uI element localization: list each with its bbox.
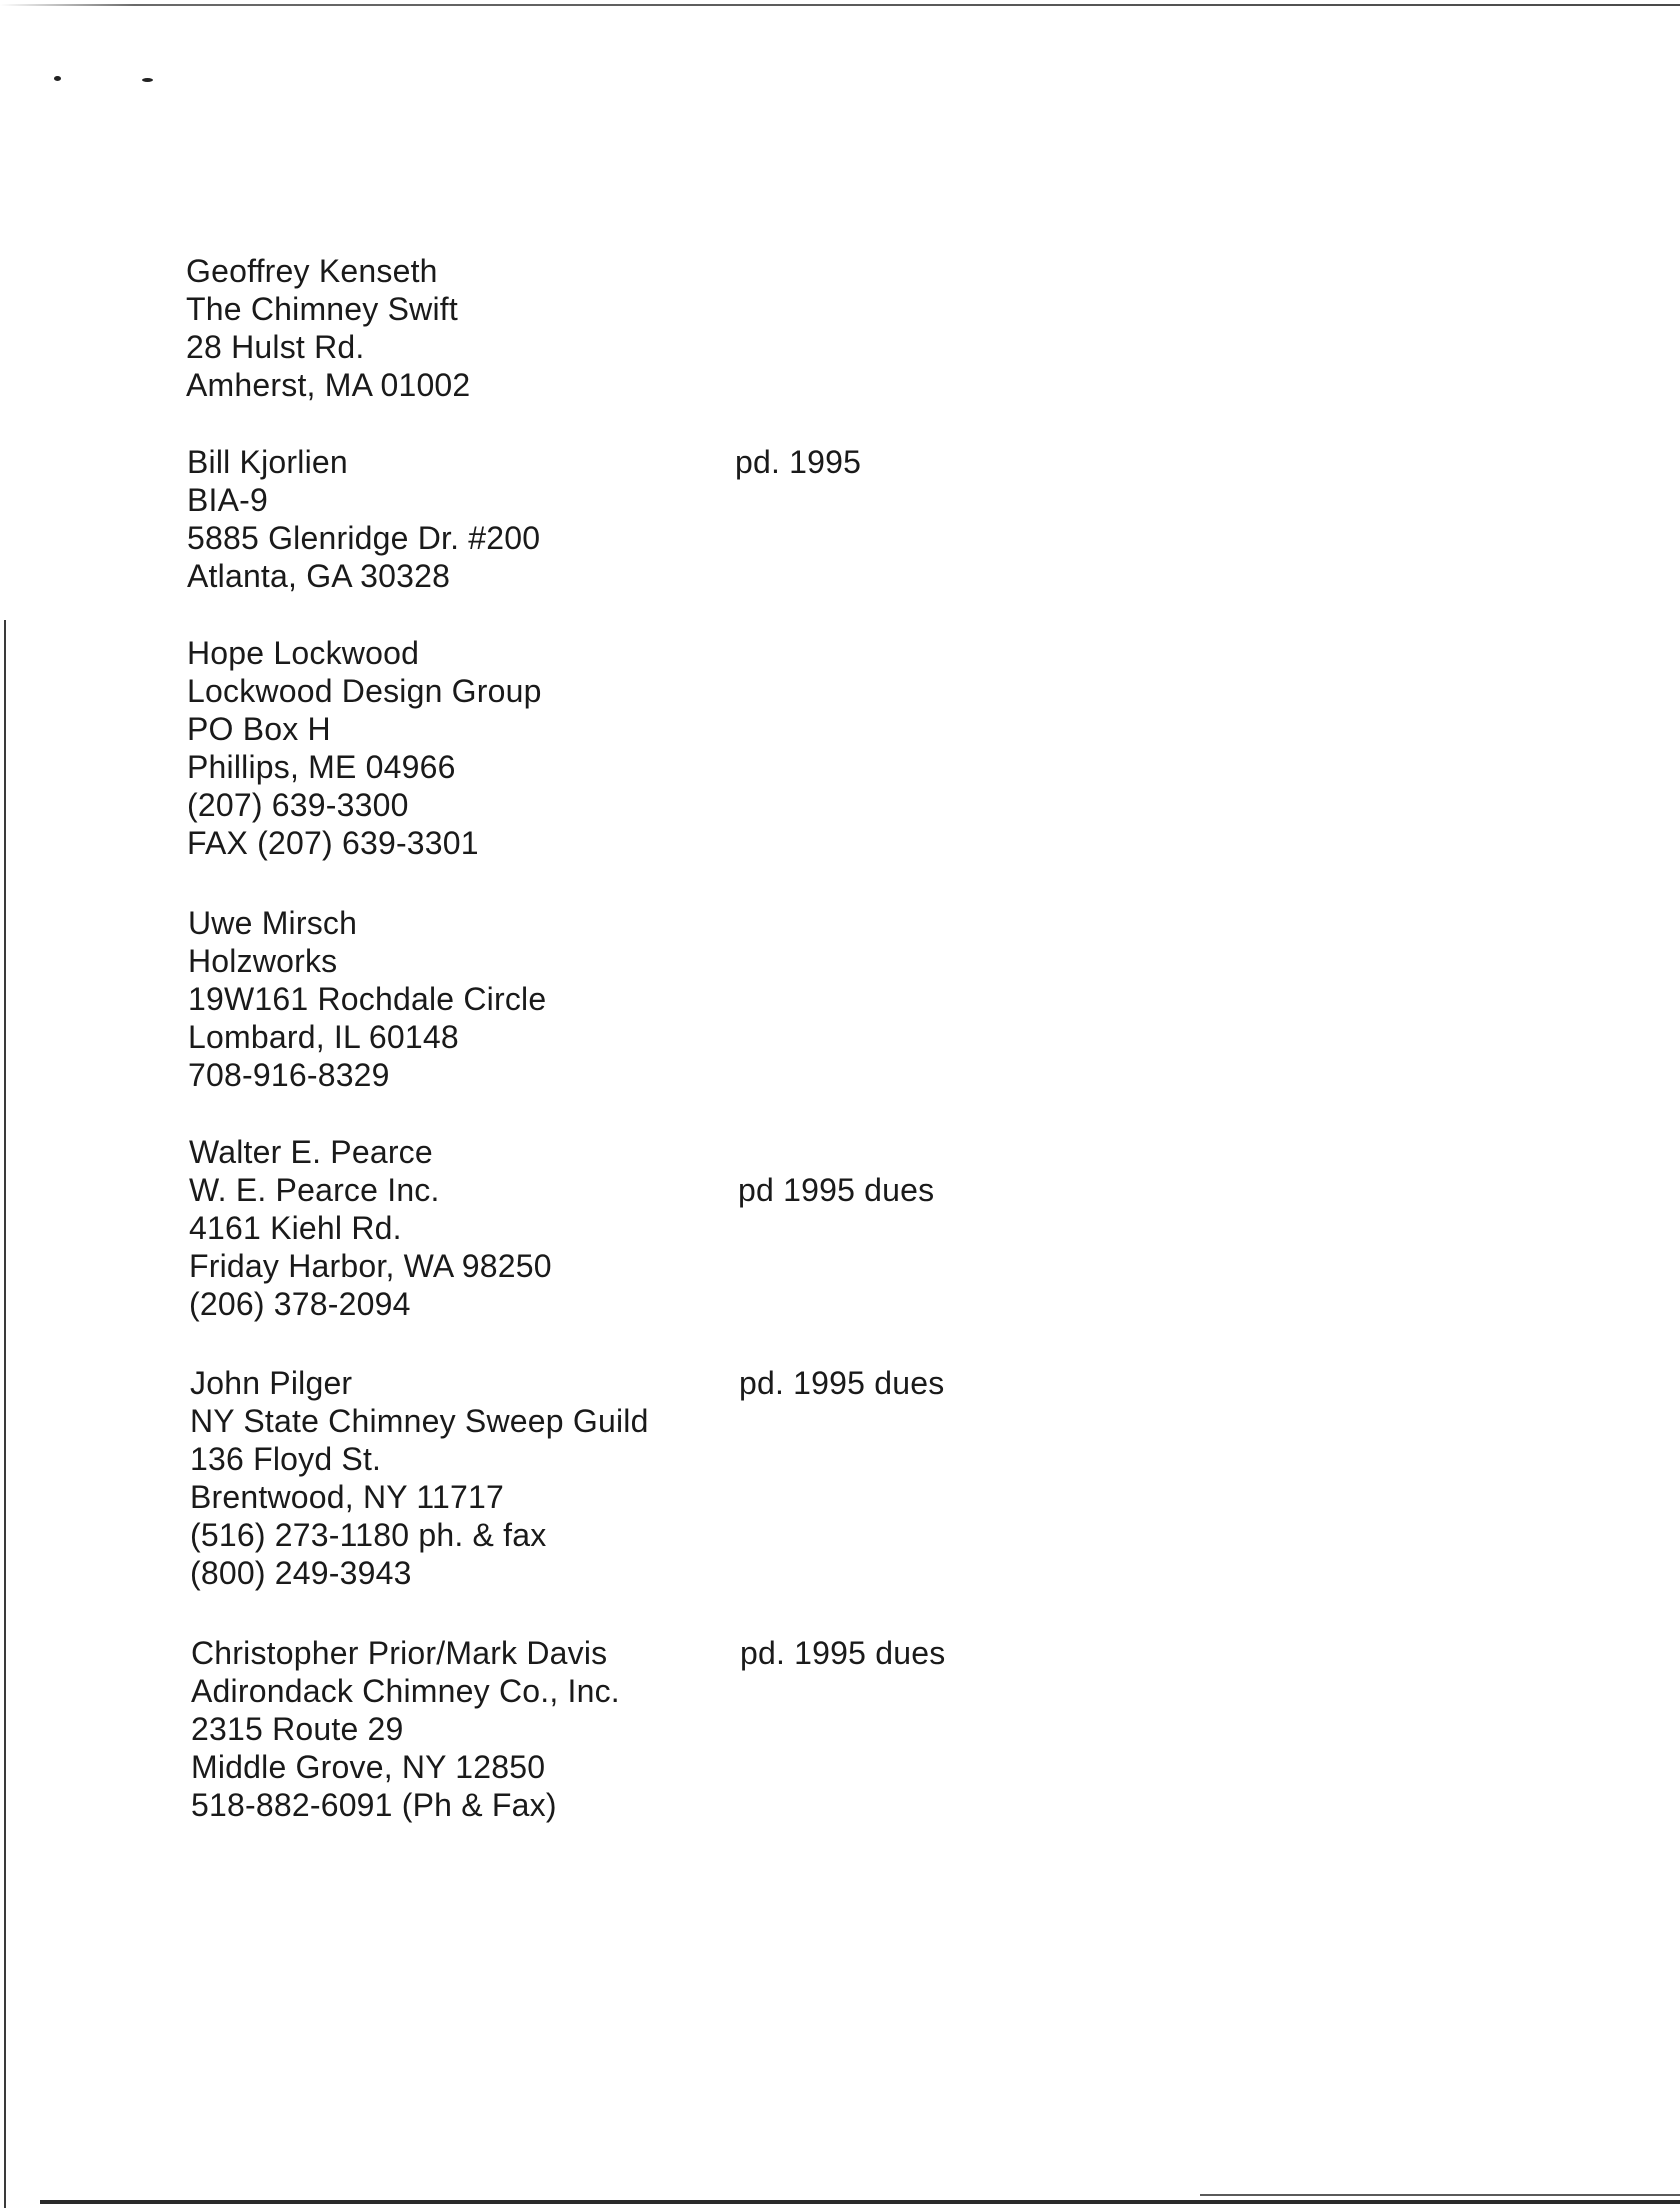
- scan-speck: [54, 76, 61, 81]
- address-block: [189, 1133, 552, 1323]
- contact-name: Hope Lockwood: [187, 635, 420, 671]
- contact-name: Uwe Mirsch: [188, 905, 358, 941]
- contact-name: Geoffrey Kenseth: [186, 253, 438, 289]
- address-block: [190, 1364, 649, 1592]
- contact-name: John Pilger: [190, 1365, 353, 1401]
- address-line: Lombard, IL 60148: [188, 1019, 459, 1055]
- address-line: Atlanta, GA 30328: [187, 558, 451, 594]
- address-line: Brentwood, NY 11717: [190, 1479, 504, 1515]
- scan-edge-left: [4, 620, 6, 2208]
- payment-note: pd 1995 dues: [738, 1172, 935, 1208]
- address-line: 5885 Glenridge Dr. #200: [187, 520, 541, 556]
- address-line: Adirondack Chimney Co., Inc.: [191, 1673, 620, 1709]
- phone-line: 708-916-8329: [188, 1057, 390, 1093]
- phone-line: (516) 273-1180 ph. & fax: [190, 1517, 547, 1553]
- address-block: [187, 443, 540, 595]
- address-block: [187, 634, 542, 862]
- address-block: [188, 904, 546, 1094]
- contact-name: Christopher Prior/Mark Davis: [191, 1635, 608, 1671]
- contact-name: Bill Kjorlien: [187, 444, 348, 480]
- phone-line: (207) 639-3300: [187, 787, 409, 823]
- phone-line: (206) 378-2094: [189, 1286, 411, 1322]
- address-line: Holzworks: [188, 943, 338, 979]
- contact-name: Walter E. Pearce: [189, 1134, 433, 1170]
- address-line: PO Box H: [187, 711, 331, 747]
- payment-note: pd. 1995 dues: [740, 1635, 946, 1671]
- address-line: NY State Chimney Sweep Guild: [190, 1403, 649, 1439]
- address-line: 28 Hulst Rd.: [186, 329, 365, 365]
- address-block: [191, 1634, 620, 1824]
- address-line: The Chimney Swift: [186, 291, 458, 327]
- address-line: 4161 Kiehl Rd.: [189, 1210, 402, 1246]
- phone-line: (800) 249-3943: [190, 1555, 412, 1591]
- address-line: W. E. Pearce Inc.: [189, 1172, 440, 1208]
- scan-speck: [142, 78, 153, 82]
- payment-note: pd. 1995: [735, 444, 862, 480]
- address-line: Lockwood Design Group: [187, 673, 542, 709]
- address-line: Phillips, ME 04966: [187, 749, 456, 785]
- address-line: 136 Floyd St.: [190, 1441, 382, 1477]
- phone-line: 518-882-6091 (Ph & Fax): [191, 1787, 557, 1823]
- address-block: [186, 252, 470, 404]
- address-line: BIA-9: [187, 482, 269, 518]
- address-line: 2315 Route 29: [191, 1711, 404, 1747]
- scan-edge-bottom: [40, 2200, 1680, 2204]
- scan-edge-bottom-inner: [1200, 2194, 1680, 2196]
- fax-line: FAX (207) 639-3301: [187, 825, 479, 861]
- address-line: Friday Harbor, WA 98250: [189, 1248, 552, 1284]
- scan-edge-top: [0, 4, 1680, 6]
- address-line: Amherst, MA 01002: [186, 367, 471, 403]
- payment-note: pd. 1995 dues: [739, 1365, 945, 1401]
- address-line: 19W161 Rochdale Circle: [188, 981, 547, 1017]
- address-line: Middle Grove, NY 12850: [191, 1749, 546, 1785]
